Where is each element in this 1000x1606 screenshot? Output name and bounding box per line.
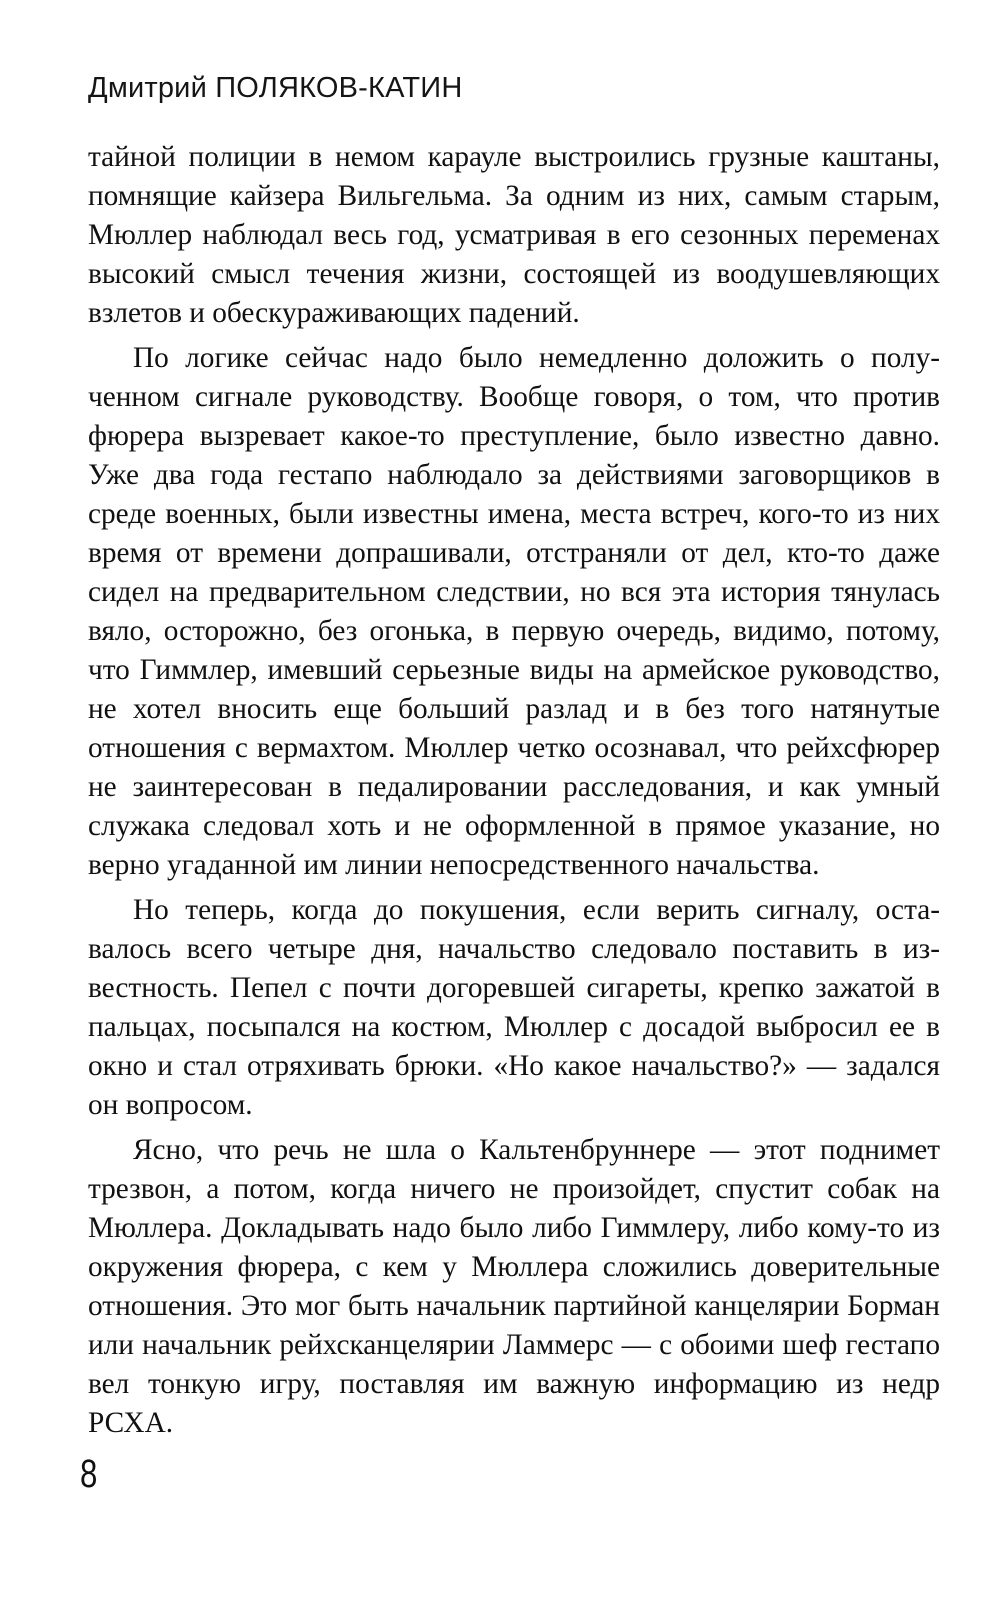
- body-text: [88, 138, 940, 1443]
- paragraph-4: Ясно, что речь не шла о Кальтенбруннере — этот поднимет трезвон, а потом, когда ничего не произойдет, спустит собак на Мюллера. Докладывать надо было либо Гиммлеру, либо кому-то из окружения фюрера, с кем у Мюллера сложились доверительные отношения. Это мог быть начальник партийной канцелярии Борман или начальник рейхсканцелярии Ламмерс — с обоими шеф гестапо вел тонкую игру, поставляя им важную информацию из недр РСХА.: [88, 1134, 940, 1439]
- paragraph-1: тайной полиции в немом карауле выстроились грузные каштаны, помнящие кайзера Вильгельма. За одним из них, самым старым, Мюллер наблюдал весь год, усматривая в его сезонных переменах высокий смысл течения жизни, состоящей из воодушевляющих взлетов и обескураживающих падений.: [88, 141, 940, 329]
- paragraph-3: Но теперь, когда до покушения, если верить сигналу, оставалось всего четыре дня, начальство следовало поставить в известность. Пепел с почти догоревшей сигареты, крепко зажатой в пальцах, посыпался на костюм, Мюллер с досадой выбросил ее в окно и стал отряхивать брюки. «Но какое начальство?» — задался он вопросом.: [88, 894, 940, 1121]
- running-head-author: Дмитрий ПОЛЯКОВ-КАТИН: [88, 72, 463, 104]
- paragraph-2: По логике сейчас надо было немедленно доложить о полученном сигнале руководству. Вообще говоря, о том, что против фюрера вызревает какое-то преступление, было известно давно. Уже два года гестапо наблюдало за действиями заговорщиков в среде военных, были известны имена, места встреч, кого-то из них время от времени допрашивали, отстраняли от дел, кто-то даже сидел на предварительном следствии, но вся эта история тянулась вяло, осторожно, без огонька, в первую очередь, видимо, потому, что Гиммлер, имевший серьезные виды на армейское руководство, не хотел вносить еще больший разлад и в без того натянутые отношения с вермахтом. Мюллер четко осознавал, что рейхсфюрер не заинтересован в педалировании расследования, и как умный служака следовал хоть и не оформленной в прямое указание, но верно угаданной им линии непосредственного начальства.: [88, 342, 940, 881]
- page-number: 8: [80, 1452, 98, 1496]
